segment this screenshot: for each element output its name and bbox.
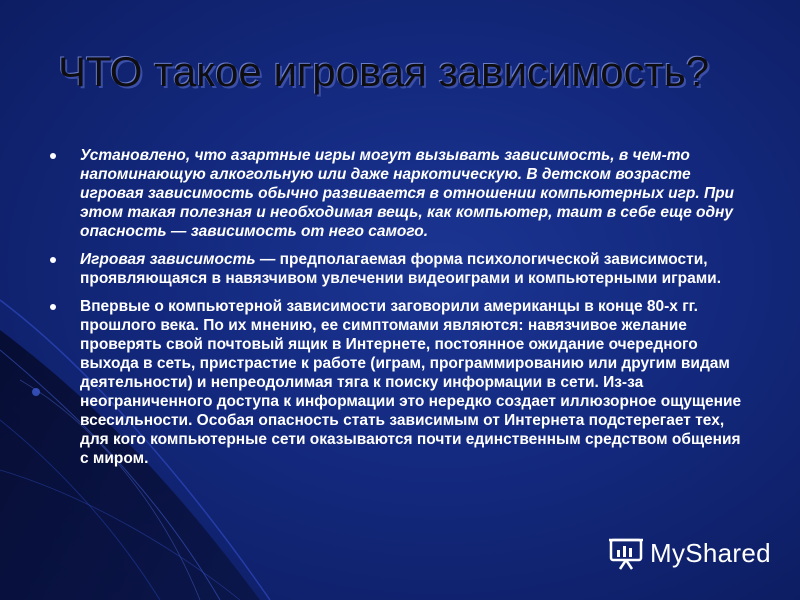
bullet-dot-icon xyxy=(50,304,56,310)
myshared-watermark[interactable] xyxy=(608,536,771,570)
bullet-item xyxy=(48,146,748,241)
watermark-text: MyShared xyxy=(650,537,771,568)
bullet-italic-text: Игровая зависимость xyxy=(80,251,256,268)
bullet-text: — предполагаемая форма психологической зависимости, проявляющаяся в навязчивом увлечении видеоиграми и компьютерными играми. xyxy=(80,251,722,287)
slide-title-text: ЧТО такое игровая зависимость? xyxy=(58,48,710,95)
bullet-italic-text: Установлено, что азартные игры могут вызывать зависимость, в чем-то напоминающую алкогольную или даже наркотическую. В детском возрасте игровая зависимость обычно развивается в отношении компьютерных игр. При этом такая полезная и необходимая вещь, как компьютер, таит в себе еще одну опасность — зависимость от него самого. xyxy=(80,147,735,240)
bullet-list xyxy=(48,146,748,477)
bullet-dot-icon xyxy=(50,257,56,263)
bullet-text: Впервые о компьютерной зависимости заговорили американцы в конце 80-х гг. прошлого века. По их мнению, ее симптомами являются: навязчивое желание проверять свой почтовый ящик в Интернете, постоянное ожидание очередного выхода в сеть, пристрастие к работе (играм, программированию или другим видам деятельности) и непреодолимая тяга к поиску информации в сети. Из-за неограниченного доступа к информации это нередко создает иллюзорное ощущение всесильности. Особая опасность стать зависимым от Интернета подстерегает тех, для кого компьютерные сети оказываются почти единственным средством общения с миром. xyxy=(80,298,742,467)
bullet-item xyxy=(48,250,748,288)
presentation-board-icon xyxy=(608,536,644,570)
slide-title xyxy=(58,48,778,96)
bullet-item xyxy=(48,297,748,468)
bullet-dot-icon xyxy=(50,153,56,159)
